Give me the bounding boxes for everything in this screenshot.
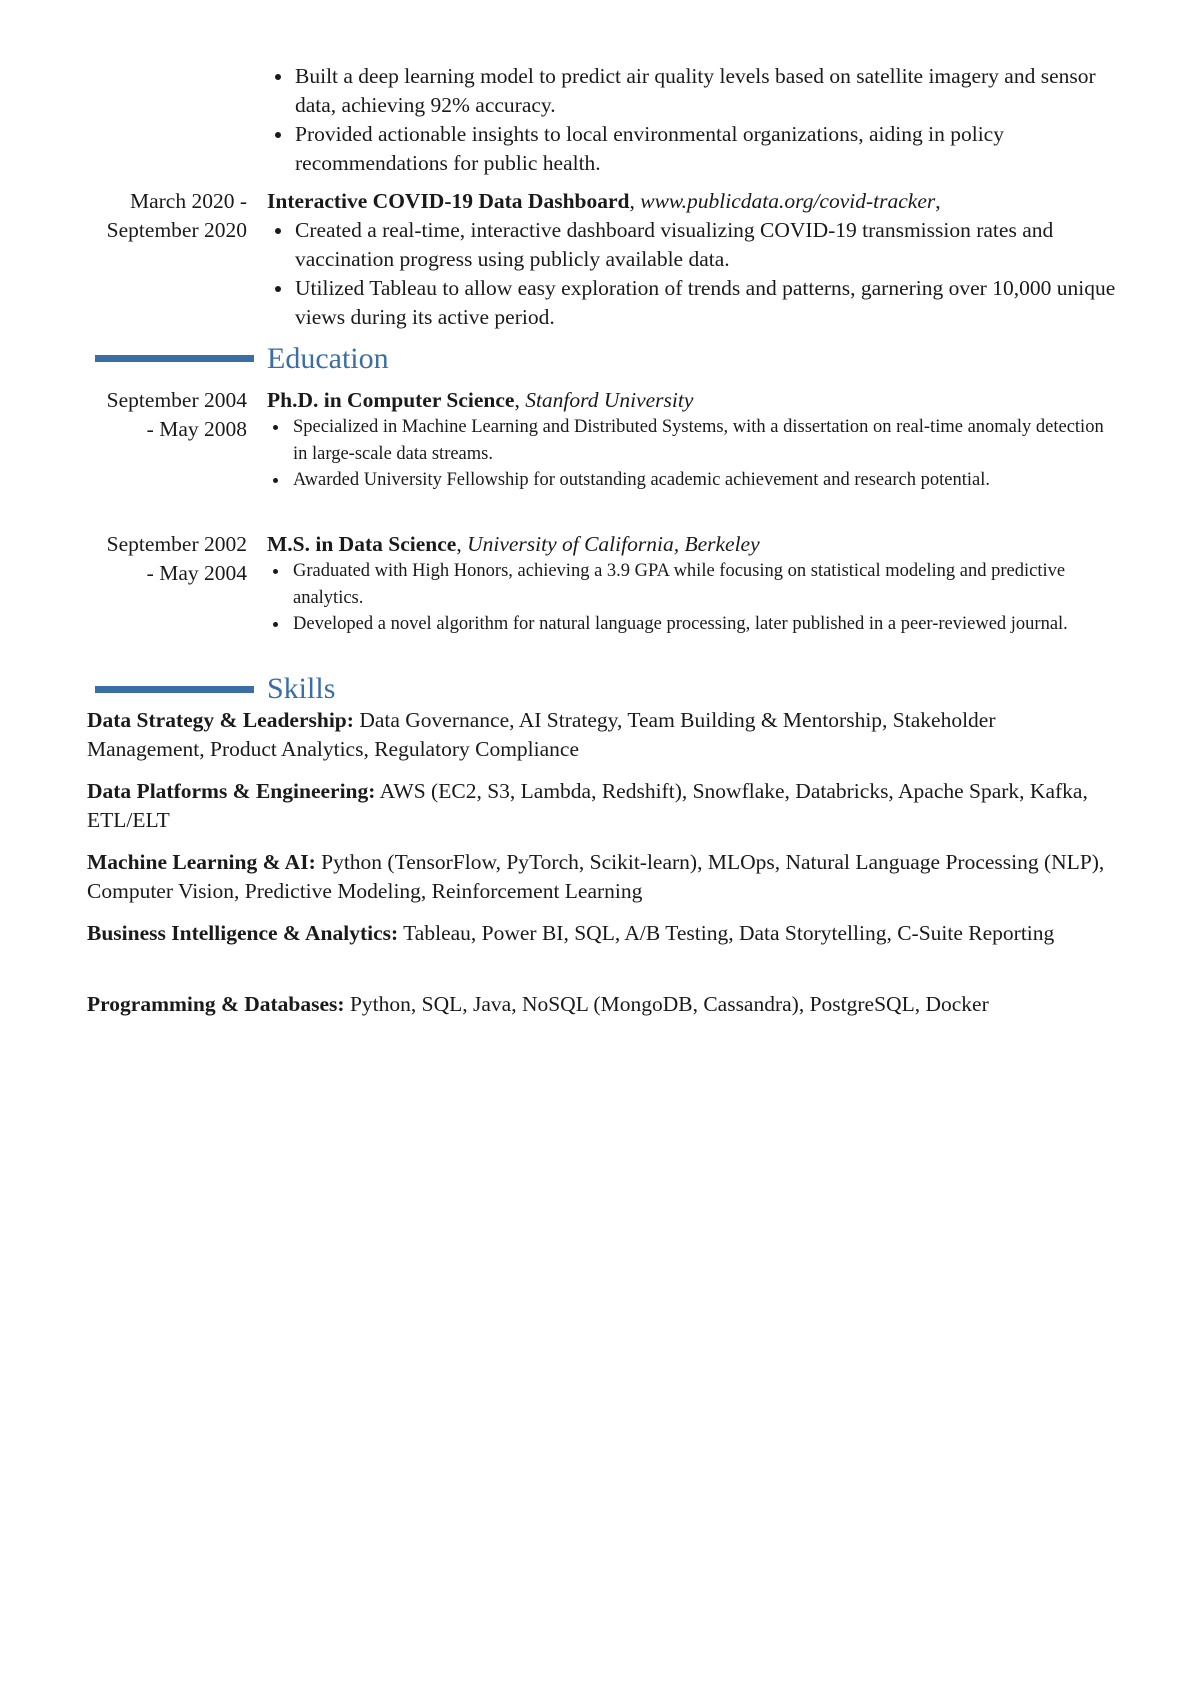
skill-value: Tableau, Power BI, SQL, A/B Testing, Data Storytelling, C-Suite Reporting — [403, 921, 1055, 945]
skill-label: Data Strategy & Leadership: — [87, 708, 354, 732]
skill-label: Business Intelligence & Analytics: — [87, 921, 399, 945]
education-bullets — [267, 414, 1121, 494]
bullet-item: Specialized in Machine Learning and Distributed Systems, with a dissertation on real-time anomaly detection in large-scale data streams. — [293, 414, 1121, 467]
project-bullets — [267, 216, 1123, 332]
project-title: Interactive COVID-19 Data Dashboard — [267, 189, 630, 213]
degree: M.S. in Data Science — [267, 532, 457, 556]
education-date: September 2004 - May 2008 — [106, 388, 247, 441]
skill-row — [87, 777, 1117, 835]
skill-row — [87, 919, 1117, 948]
bullet-item: Graduated with High Honors, achieving a 3.9 GPA while focusing on statistical modeling and predictive analytics. — [293, 558, 1121, 611]
skill-label: Data Platforms & Engineering: — [87, 779, 376, 803]
school: University of California, Berkeley — [467, 532, 760, 556]
bullet-item: Utilized Tableau to allow easy exploration of trends and patterns, garnering over 10,000 unique views during its active period. — [295, 274, 1123, 332]
skill-value: Python, SQL, Java, NoSQL (MongoDB, Cassandra), PostgreSQL, Docker — [349, 992, 989, 1016]
bullet-item: Provided actionable insights to local environmental organizations, aiding in policy recommendations for public health. — [295, 120, 1123, 178]
previous-project-bullets — [267, 62, 1123, 178]
degree: Ph.D. in Computer Science — [267, 388, 515, 412]
skill-value: Data Governance, AI Strategy, Team Building & Mentorship, Stakeholder Management, Product Analytics, Regulatory Compliance — [87, 708, 996, 761]
education-bullets — [267, 558, 1121, 638]
skill-value: AWS (EC2, S3, Lambda, Redshift), Snowflake, Databricks, Apache Spark, Kafka, ETL/ELT — [87, 779, 1088, 832]
skill-label: Machine Learning & AI: — [87, 850, 316, 874]
bullet-item: Created a real-time, interactive dashboard visualizing COVID-19 transmission rates and vaccination progress using publicly available data. — [295, 216, 1123, 274]
section-title-education: Education — [267, 342, 389, 375]
skill-label: Programming & Databases: — [87, 992, 345, 1016]
project-title-line: Interactive COVID-19 Data Dashboard, www.publicdata.org/covid-tracker, — [267, 189, 941, 213]
education-title-line: Ph.D. in Computer Science, Stanford University — [267, 388, 694, 412]
school: Stanford University — [525, 388, 694, 412]
section-title-skills: Skills — [267, 672, 336, 705]
project-url[interactable]: www.publicdata.org/covid-tracker — [640, 189, 936, 213]
skill-row — [87, 848, 1117, 906]
bullet-item: Built a deep learning model to predict air quality levels based on satellite imagery and sensor data, achieving 92% accuracy. — [295, 62, 1123, 120]
section-bar — [95, 355, 254, 362]
skill-value: Python (TensorFlow, PyTorch, Scikit-learn), MLOps, Natural Language Processing (NLP), Computer Vision, Predictive Modeling, Reinforcement Learning — [87, 850, 1105, 903]
bullet-item: Awarded University Fellowship for outstanding academic achievement and research potential. — [293, 467, 1121, 494]
project-date: March 2020 - September 2020 — [106, 189, 247, 242]
skill-row — [87, 990, 1117, 1019]
education-title-line: M.S. in Data Science, University of California, Berkeley — [267, 532, 760, 556]
section-bar — [95, 686, 254, 693]
education-date: September 2002 - May 2004 — [106, 532, 247, 585]
skill-row — [87, 706, 1117, 764]
bullet-item: Developed a novel algorithm for natural language processing, later published in a peer-reviewed journal. — [293, 611, 1121, 638]
